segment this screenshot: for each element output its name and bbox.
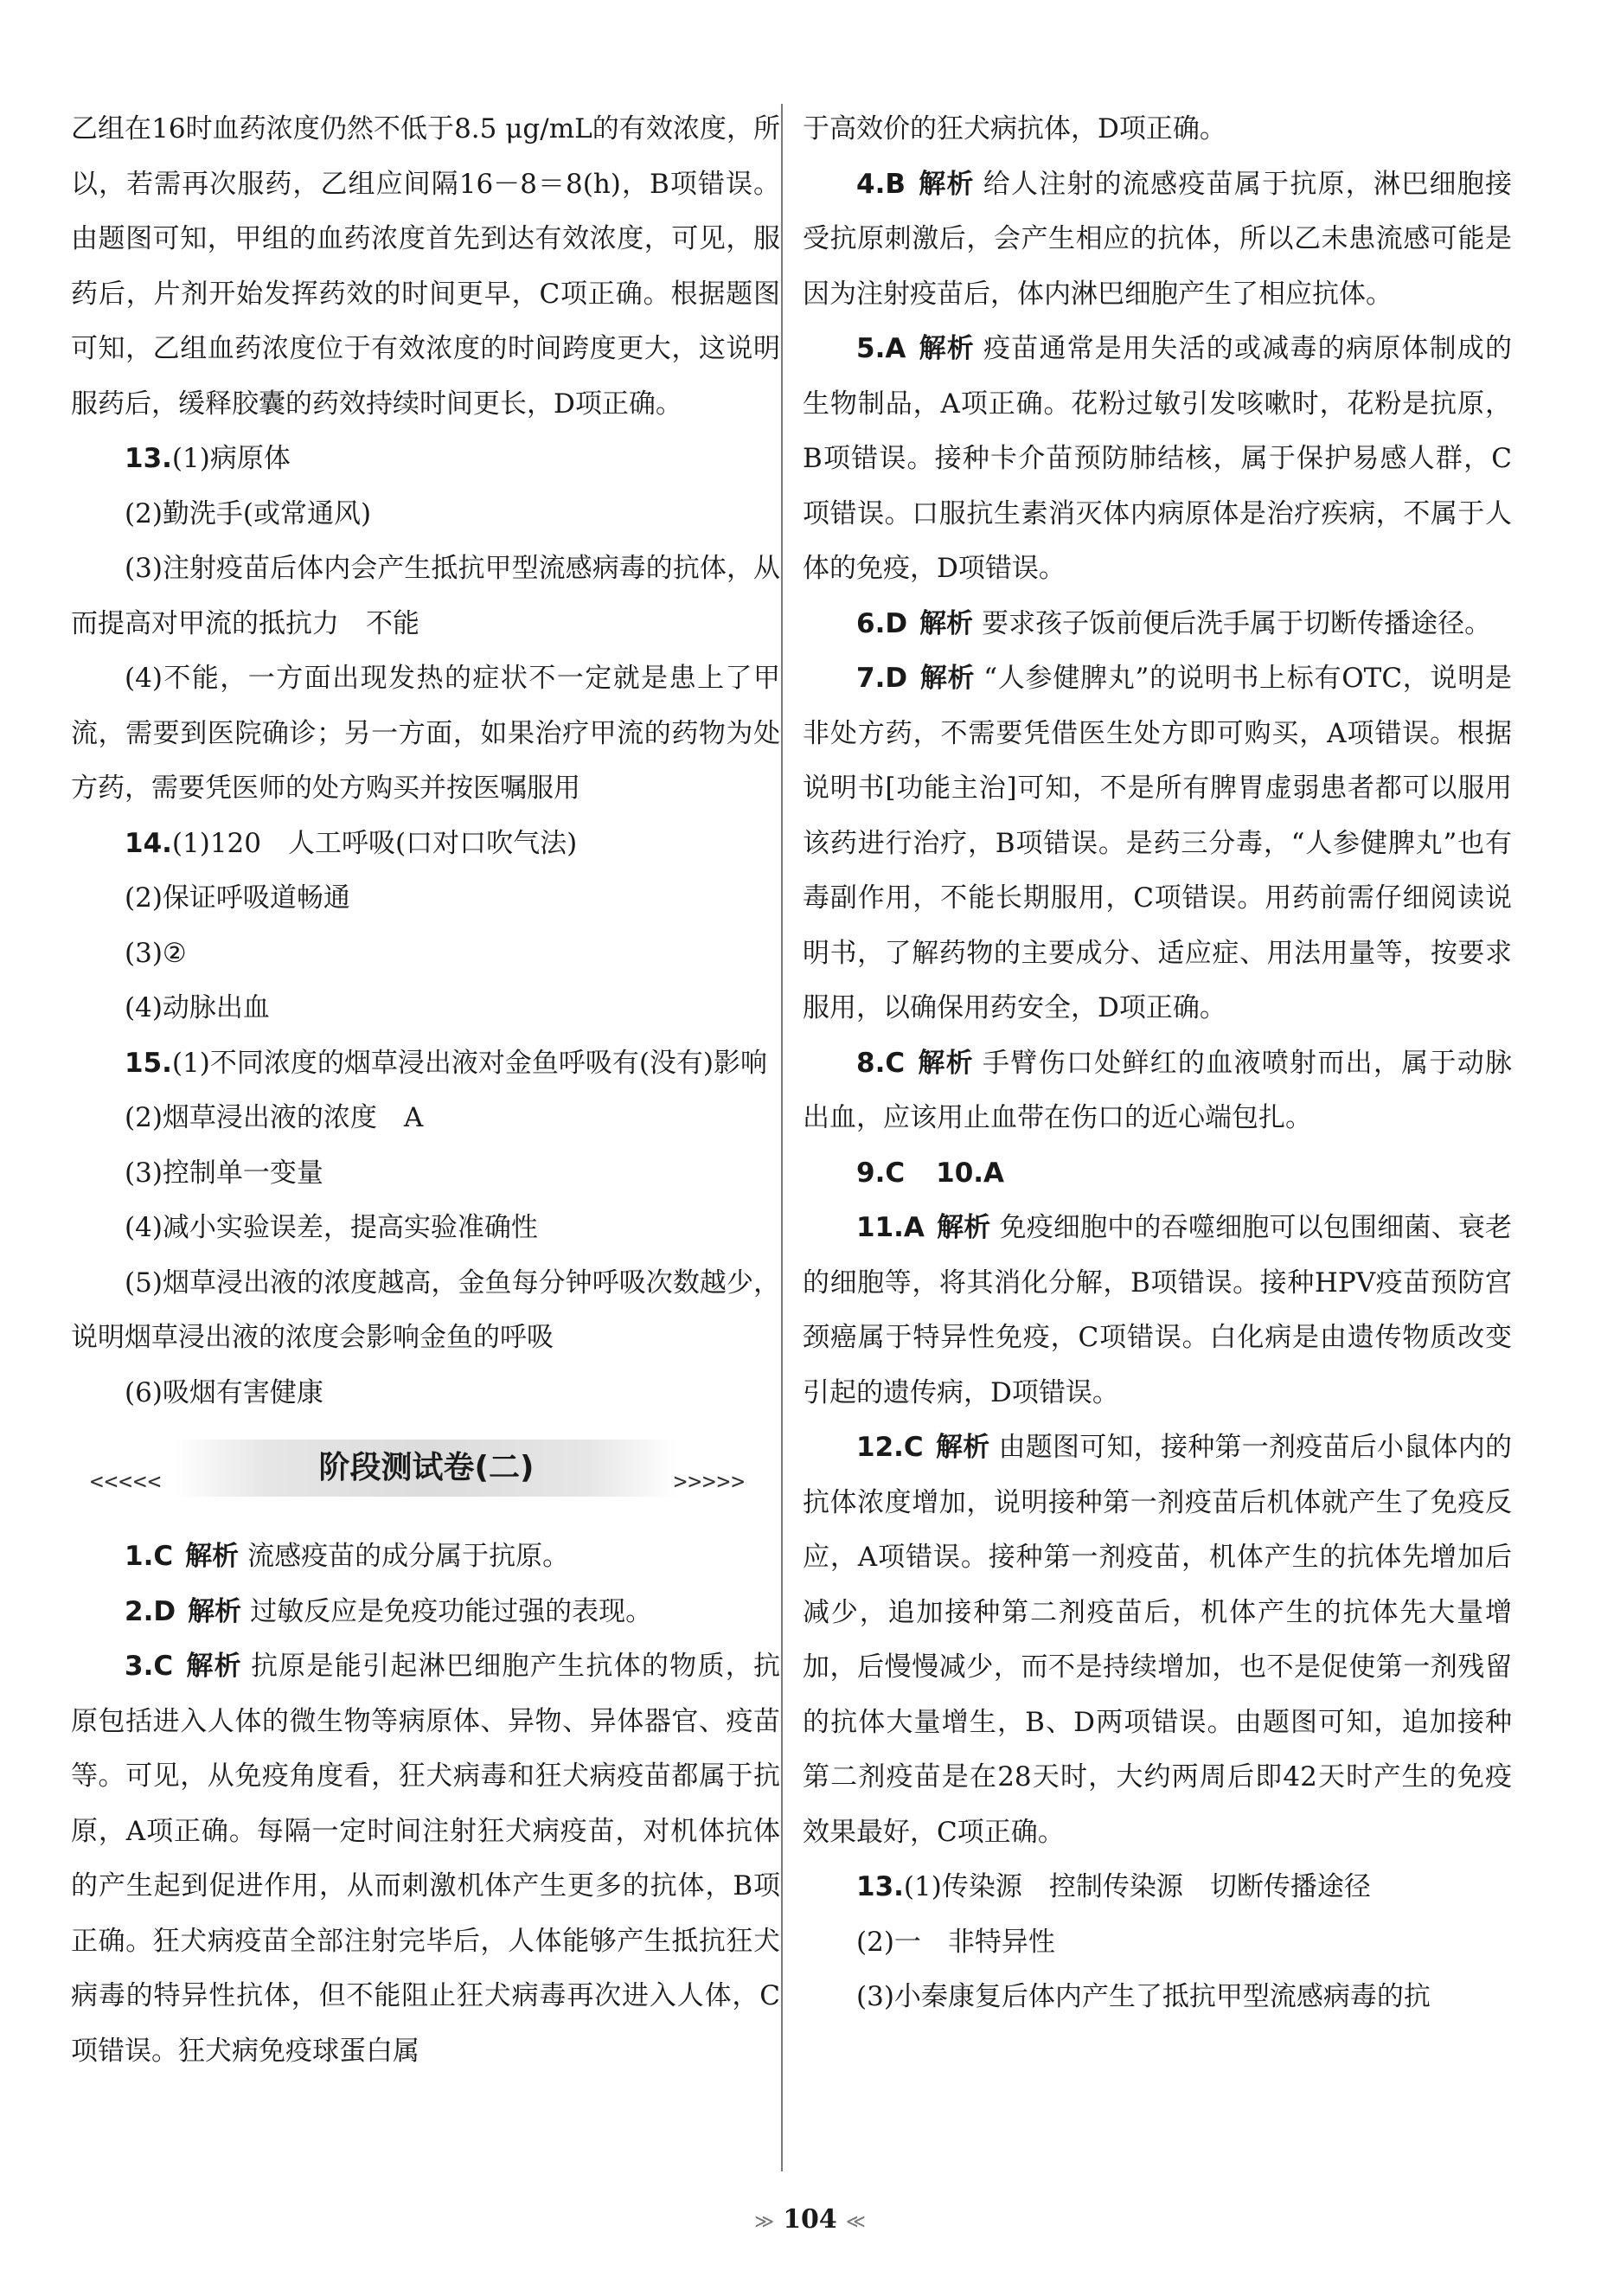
analysis-label: 解析 <box>918 333 976 364</box>
question-number: 2. <box>125 1595 154 1627</box>
analysis-text: 要求孩子饭前便后洗手属于切断传播途径。 <box>982 607 1492 639</box>
footer-mark-right: ≪ <box>845 2211 866 2233</box>
question-number: 13. <box>856 1871 904 1902</box>
question-number: 11. <box>856 1212 904 1243</box>
question-number: 6. <box>856 607 886 639</box>
page-number: 104 <box>783 2204 837 2235</box>
answer-text: (1)病原体 <box>171 443 291 474</box>
answer-choice: A <box>983 1157 1005 1189</box>
answer-choice: D <box>885 663 908 694</box>
continued-text: 于高效价的狂犬病抗体，D项正确。 <box>803 113 1226 144</box>
question-number: 8. <box>856 1047 886 1079</box>
analysis-label: 解析 <box>936 1212 991 1243</box>
analysis-text: 由题图可知，接种第一剂疫苗后小鼠体内的抗体浓度增加，说明接种第一剂疫苗后机体就产生了免疫反应，A项错误。接种第一剂疫苗，机体产生的抗体先增加后减少，追加接种第二剂疫苗后，机体产生的抗体先大量增加，后慢慢减少，而不是持续增加，也不是促使第一剂残留的抗体大量增生，B、D两项错误。由题图可知，追加接种第二剂疫苗是在28天时，大约两周后即42天时产生的免疫效果最好，C项正确。 <box>803 1432 1513 1848</box>
question-number: 15. <box>125 1047 172 1079</box>
left-column <box>71 102 780 2079</box>
question-number: 9. <box>856 1157 886 1189</box>
question-number: 10. <box>936 1157 984 1189</box>
analysis-text: 免疫细胞中的吞噬细胞可以包围细菌、衰老的细胞等，将其消化分解，B项错误。接种HPV疫苗预防宫颈癌属于特异性免疫，C项错误。白化病是由遗传物质改变引起的遗传病，D项错误。 <box>803 1212 1513 1408</box>
answer-line: (4)不能，一方面出现发热的症状不一定就是患上了甲流，需要到医院确诊；另一方面，如果治疗甲流的药物为处方药，需要凭医师的处方购买并按医嘱服用 <box>71 663 780 804</box>
answer-line: (2)勤洗手(或常通风) <box>125 497 372 529</box>
answer-line: (3)注射疫苗后体内会产生抵抗甲型流感病毒的抗体，从而提高对甲流的抵抗力 不能 <box>71 553 780 639</box>
analysis-label: 解析 <box>919 663 976 694</box>
analysis-label: 解析 <box>188 1595 242 1627</box>
answer-choice: B <box>885 168 906 200</box>
answer-choice: A <box>885 333 906 364</box>
answer-choice: D <box>153 1595 176 1627</box>
question-number: 4. <box>856 168 886 200</box>
footer-mark-left: ≫ <box>754 2211 775 2233</box>
analysis-label: 解析 <box>185 1651 242 1682</box>
question-15-line <box>71 1036 780 1092</box>
right-column <box>803 102 1512 2025</box>
answer-line: (4)动脉出血 <box>125 992 270 1023</box>
question-number: 13. <box>125 443 172 474</box>
page-footer <box>0 2204 1620 2235</box>
question-number: 14. <box>125 827 172 859</box>
solution-7 <box>803 651 1512 1036</box>
analysis-text: 流感疫苗的成分属于抗原。 <box>247 1541 570 1572</box>
solution-3 <box>71 1639 780 2079</box>
analysis-text: “人参健脾丸”的说明书上标有OTC，说明是非处方药，不需要凭借医生处方即可购买，A项错误。根据说明书[功能主治]可知，不是所有脾胃虚弱患者都可以服用该药进行治疗，B项错误。是药三分毒，“人参健脾丸”也有毒副作用，不能长期服用，C项错误。用药前需仔细阅读说明书，了解药物的主要成分、适应症、用法用量等，按要求服用，以确保用药安全，D项正确。 <box>803 663 1512 1023</box>
analysis-text: 过敏反应是免疫功能过强的表现。 <box>250 1595 653 1627</box>
solution-9-10 <box>803 1146 1512 1202</box>
analysis-label: 解析 <box>919 607 974 639</box>
answer-line: (5)烟草浸出液的浓度越高，金鱼每分钟呼吸次数越少，说明烟草浸出液的浓度会影响金鱼的呼吸 <box>71 1267 780 1353</box>
answer-line: (4)减小实验误差，提高实验准确性 <box>125 1212 538 1243</box>
answer-text: (1)不同浓度的烟草浸出液对金鱼呼吸有(没有)影响 <box>171 1047 768 1079</box>
answer-choice: C <box>885 1157 906 1189</box>
solution-5 <box>803 322 1512 597</box>
solution-1 <box>71 1530 780 1585</box>
solution-8 <box>803 1036 1512 1146</box>
answer-choice: C <box>885 1047 906 1079</box>
column-divider <box>781 104 783 2171</box>
question-13-line <box>803 1860 1512 1915</box>
question-14-line <box>71 817 780 872</box>
answer-line: (2)保证呼吸道畅通 <box>125 882 350 914</box>
solution-6 <box>803 597 1512 652</box>
answer-choice: D <box>885 607 908 639</box>
section-title: 阶段测试卷(二) <box>175 1440 678 1497</box>
answer-line: (3)控制单一变量 <box>125 1157 323 1189</box>
solution-4 <box>803 157 1512 323</box>
analysis-label: 解析 <box>185 1541 240 1572</box>
answer-line: (2)一 非特异性 <box>856 1926 1055 1958</box>
analysis-text: 给人注射的流感疫苗属于抗原，淋巴细胞接受抗原刺激后，会产生相应的抗体，所以乙未患流感可能是因为注射疫苗后，体内淋巴细胞产生了相应抗体。 <box>803 168 1513 310</box>
question-number: 5. <box>856 333 886 364</box>
answer-line: (2)烟草浸出液的浓度 A <box>125 1102 424 1133</box>
question-number: 3. <box>125 1651 154 1682</box>
analysis-label: 解析 <box>935 1432 990 1463</box>
question-number: 7. <box>856 663 886 694</box>
answer-line: (6)吸烟有害健康 <box>125 1376 323 1408</box>
question-13-line <box>71 432 780 487</box>
answer-paragraph: 乙组在16时血药浓度仍然不低于8.5 μg/mL的有效浓度，所以，若需再次服药，乙组应间隔16－8＝8(h)，B项错误。由题图可知，甲组的血药浓度首先到达有效浓度，可见，服药后，片剂开始发挥药效的时间更早，C项正确。根据题图可知，乙组血药浓度位于有效浓度的时间跨度更大，这说明服药后，缓释胶囊的药效持续时间更长，D项正确。 <box>71 113 780 420</box>
banner-arrows-right: >>>>> <box>673 1469 746 1495</box>
answer-line: (3)② <box>125 937 187 969</box>
analysis-text: 疫苗通常是用失活的或减毒的病原体制成的生物制品，A项正确。花粉过敏引发咳嗽时，花粉是抗原，B项错误。接种卡介苗预防肺结核，属于保护易感人群，C项错误。口服抗生素消灭体内病原体是治疗疾病，不属于人体的免疫，D项错误。 <box>803 333 1513 584</box>
question-number: 12. <box>856 1432 904 1463</box>
solution-2 <box>71 1585 780 1640</box>
answer-choice: C <box>153 1541 174 1572</box>
analysis-label: 解析 <box>917 1047 974 1079</box>
answer-choice: A <box>903 1212 925 1243</box>
analysis-text: 抗原是能引起淋巴细胞产生抗体的物质，抗原包括进入人体的微生物等病原体、异物、异体器官、疫苗等。可见，从免疫角度看，狂犬病毒和狂犬病疫苗都属于抗原，A项正确。每隔一定时间注射狂犬病疫苗，对机体抗体的产生起到促进作用，从而刺激机体产生更多的抗体，B项正确。狂犬病疫苗全部注射完毕后，人体能够产生抵抗狂犬病毒的特异性抗体，但不能阻止狂犬病毒再次进入人体，C项错误。狂犬病免疫球蛋白属 <box>71 1651 781 2067</box>
analysis-text: 手臂伤口处鲜红的血液喷射而出，属于动脉出血，应该用止血带在伤口的近心端包扎。 <box>803 1047 1513 1133</box>
banner-arrows-left: <<<<< <box>90 1469 163 1495</box>
solution-11 <box>803 1201 1512 1421</box>
answer-line: (3)小秦康复后体内产生了抵抗甲型流感病毒的抗 <box>856 1981 1431 2012</box>
section-banner <box>71 1433 780 1512</box>
answer-text: (1)传染源 控制传染源 切断传播途径 <box>903 1871 1371 1902</box>
solution-12 <box>803 1421 1512 1860</box>
answer-choice: C <box>903 1432 924 1463</box>
analysis-label: 解析 <box>918 168 975 200</box>
question-number: 1. <box>125 1541 154 1572</box>
answer-text: (1)120 人工呼吸(口对口吹气法) <box>171 827 578 859</box>
answer-choice: C <box>153 1651 174 1682</box>
